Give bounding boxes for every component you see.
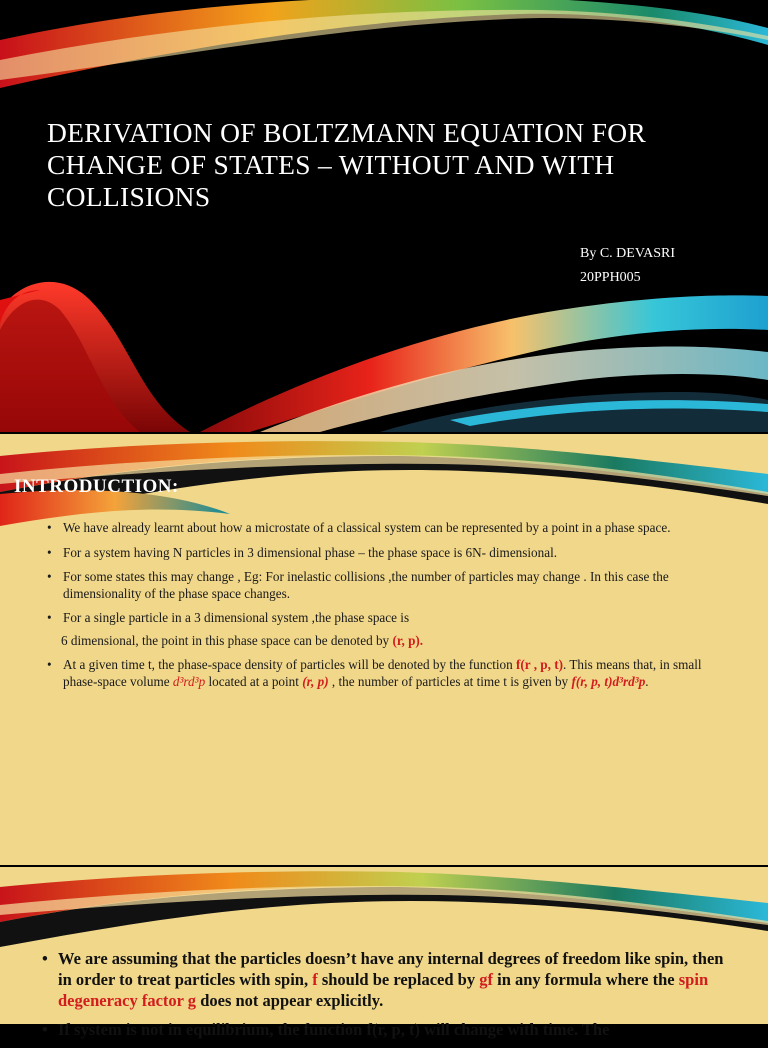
author-id: 20PPH005	[580, 270, 641, 285]
list-item: • If system is not in equilibrium, the function f(r, p, t) will change with time. The	[42, 1020, 610, 1039]
list-item: 6 dimensional, the point in this phase space can be denoted by (r, p).	[61, 632, 424, 648]
list-item: • For some states this may change , Eg: For inelastic collisions ,the number of particles may change . In this case the dimensionality of the phase space changes.	[47, 569, 669, 601]
ribbon-decoration	[0, 867, 768, 947]
slide-title: DERIVATION OF BOLTZMANN EQUATION FOR CHANGE OF STATES – WITHOUT AND WITH COLLISIONS	[47, 117, 647, 212]
list-item: • At a given time t, the phase-space density of particles will be denoted by the function f(r , p, t). This means that, in small phase-space volume d³rd³p located at a point (r, p) , the number of particles at time t is given by f(r, p, t)d³rd³p.	[47, 657, 702, 689]
introduction-slide	[0, 434, 768, 865]
list-item: • We have already learnt about how a microstate of a classical system can be represented by a point in a phase space.	[47, 520, 671, 535]
section-heading: INTRODUCTION:	[14, 476, 179, 497]
title-slide	[0, 0, 768, 432]
list-item: • We are assuming that the particles doesn’t have any internal degrees of freedom like spin, then in order to treat particles with spin, f should be replaced by gf in any formula where the spin degeneracy factor g does not appear explicitly.	[42, 949, 724, 1010]
list-item: • For a system having N particles in 3 dimensional phase – the phase space is 6N- dimensional.	[47, 544, 558, 560]
content-slide	[0, 867, 768, 1039]
point-notation: (r, p).	[392, 632, 424, 648]
list-item: • For a single particle in a 3 dimensional system ,the phase space is	[47, 610, 410, 625]
bullet-list	[47, 520, 707, 698]
author-name: By C. DEVASRI	[580, 246, 676, 261]
bullet-list	[42, 948, 732, 1048]
ribbon-decoration	[0, 0, 768, 432]
